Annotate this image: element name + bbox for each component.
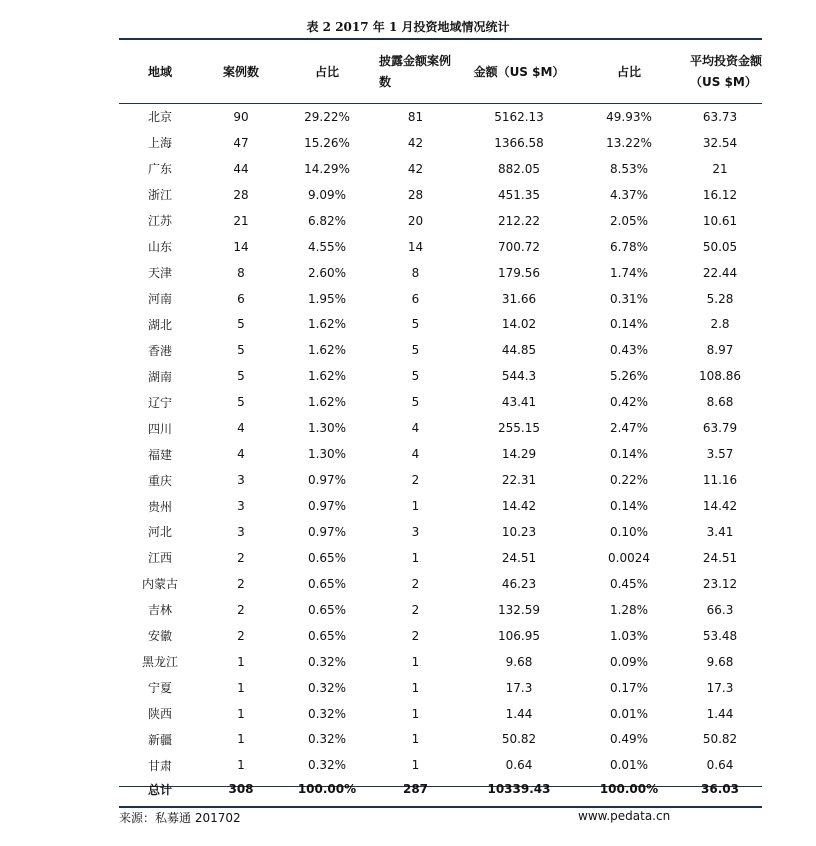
cell-amount: 24.51 [501, 550, 537, 565]
cell-case-count: 5 [237, 343, 245, 358]
cell-average-amount: 24.51 [702, 550, 738, 565]
cell-disclosed-count: 5 [411, 369, 420, 384]
cell-amount-share: 0.17% [609, 680, 649, 695]
table-row [119, 156, 762, 182]
cell-disclosed-count: 1 [411, 499, 420, 514]
cell-average-amount: 53.48 [702, 628, 738, 643]
cell-amount-share: 13.22% [606, 135, 652, 150]
cell-region: 江苏 [147, 214, 172, 229]
cell-disclosed-count: 1 [411, 654, 420, 669]
header-case-share: 占比 [314, 64, 339, 79]
cell-average-amount: 3.41 [706, 524, 734, 539]
table-body [119, 104, 762, 778]
cell-average-amount: 63.73 [702, 109, 738, 124]
cell-region: 贵州 [147, 499, 172, 514]
cell-amount-share: 2.05% [609, 213, 649, 228]
cell-disclosed-count: 1 [411, 550, 420, 565]
cell-amount-share: 4.37% [609, 187, 649, 202]
cell-case-share: 6.82% [307, 213, 347, 228]
cell-case-count: 1 [237, 706, 245, 721]
cell-average-amount: 9.68 [706, 654, 734, 669]
cell-average-amount: 66.3 [706, 602, 734, 617]
table-row [119, 208, 762, 234]
cell-case-share: 1.62% [307, 343, 347, 358]
table-row [119, 441, 762, 467]
cell-case-count: 5 [237, 395, 245, 410]
cell-disclosed-count: 6 [411, 291, 420, 306]
cell-case-share: 4.55% [307, 239, 347, 254]
table-row [119, 493, 762, 519]
total-disclosed-count: 287 [402, 782, 429, 797]
cell-amount: 212.22 [498, 213, 540, 228]
cell-average-amount: 50.82 [702, 732, 738, 747]
cell-case-count: 47 [233, 135, 249, 150]
cell-average-amount: 1.44 [706, 706, 734, 721]
table-row [119, 597, 762, 623]
header-case-count: 案例数 [222, 64, 259, 79]
cell-region: 吉林 [147, 603, 172, 618]
cell-average-amount: 32.54 [702, 135, 738, 150]
table-row [119, 727, 762, 753]
cell-average-amount: 5.28 [706, 291, 734, 306]
cell-region: 四川 [147, 421, 172, 436]
cell-case-count: 1 [237, 680, 245, 695]
cell-average-amount: 22.44 [702, 265, 738, 280]
cell-amount-share: 0.31% [609, 291, 649, 306]
cell-amount: 179.56 [498, 265, 540, 280]
cell-region: 香港 [147, 343, 172, 358]
cell-disclosed-count: 2 [411, 628, 420, 643]
cell-case-share: 0.32% [307, 758, 347, 773]
cell-region: 广东 [147, 162, 172, 177]
cell-case-count: 8 [237, 265, 245, 280]
table-caption: 表 2 2017 年 1 月投资地域情况统计 [306, 20, 510, 34]
cell-disclosed-count: 1 [411, 758, 420, 773]
cell-average-amount: 3.57 [706, 447, 734, 462]
cell-disclosed-count: 81 [407, 109, 424, 124]
header-disclosed-count: 披露金额案例数 [379, 54, 452, 89]
cell-amount: 14.29 [501, 447, 537, 462]
cell-amount: 132.59 [498, 602, 540, 617]
cell-case-share: 0.32% [307, 654, 347, 669]
cell-case-count: 4 [237, 447, 245, 462]
cell-amount: 700.72 [498, 239, 540, 254]
cell-case-count: 3 [237, 524, 245, 539]
cell-region: 江西 [147, 551, 172, 566]
cell-amount: 1366.58 [494, 135, 544, 150]
cell-case-count: 28 [233, 187, 249, 202]
header-amount-share: 占比 [616, 64, 641, 79]
cell-amount-share: 6.78% [609, 239, 649, 254]
cell-disclosed-count: 8 [411, 265, 420, 280]
cell-case-share: 1.95% [307, 291, 347, 306]
cell-amount-share: 0.01% [609, 758, 649, 773]
total-case-count: 308 [228, 782, 254, 797]
cell-case-share: 0.97% [307, 473, 347, 488]
cell-disclosed-count: 28 [407, 187, 424, 202]
cell-case-count: 21 [233, 213, 249, 228]
cell-amount-share: 0.14% [609, 317, 649, 332]
table-row [119, 571, 762, 597]
cell-case-count: 1 [237, 732, 245, 747]
cell-case-share: 2.60% [307, 265, 347, 280]
cell-case-count: 44 [233, 161, 249, 176]
cell-region: 天津 [147, 266, 172, 281]
cell-region: 湖北 [147, 317, 172, 332]
investment-region-table [119, 40, 762, 800]
cell-case-share: 14.29% [304, 161, 350, 176]
cell-region: 辽宁 [147, 395, 172, 410]
cell-amount-share: 0.0024 [608, 550, 650, 565]
table-row [119, 467, 762, 493]
cell-case-count: 3 [237, 473, 245, 488]
table-total-row [119, 778, 762, 800]
table-row [119, 260, 762, 286]
cell-amount-share: 1.03% [609, 628, 649, 643]
table-row [119, 415, 762, 441]
cell-region: 北京 [147, 110, 172, 125]
cell-region: 福建 [147, 447, 172, 462]
cell-amount-share: 0.14% [609, 447, 649, 462]
cell-case-share: 1.62% [307, 395, 347, 410]
cell-case-share: 9.09% [307, 187, 347, 202]
total-average-amount: 36.03 [701, 782, 739, 797]
total-case-share: 100.00% [297, 782, 357, 797]
header-average-amount: 平均投资金额（US $M） [690, 54, 763, 89]
total-amount-share: 100.00% [599, 782, 659, 797]
total-amount: 10339.43 [487, 782, 551, 797]
cell-case-share: 0.65% [307, 602, 347, 617]
cell-disclosed-count: 14 [407, 239, 424, 254]
cell-region: 新疆 [147, 732, 172, 747]
cell-region: 山东 [147, 240, 172, 255]
cell-region: 重庆 [147, 473, 172, 488]
cell-amount: 14.02 [501, 317, 537, 332]
table-row [119, 701, 762, 727]
cell-region: 浙江 [147, 188, 172, 203]
cell-region: 陕西 [147, 707, 172, 722]
cell-amount: 14.42 [501, 499, 537, 514]
table-row [119, 545, 762, 571]
cell-amount: 9.68 [505, 654, 533, 669]
cell-amount-share: 0.43% [609, 343, 649, 358]
cell-case-count: 2 [237, 576, 245, 591]
cell-amount-share: 0.14% [609, 499, 649, 514]
cell-case-share: 0.32% [307, 680, 347, 695]
cell-amount-share: 8.53% [609, 161, 649, 176]
cell-average-amount: 11.16 [702, 473, 738, 488]
cell-case-count: 14 [233, 239, 249, 254]
cell-case-share: 0.65% [307, 576, 347, 591]
table-row [119, 519, 762, 545]
cell-case-count: 2 [237, 602, 245, 617]
table-row [119, 286, 762, 312]
cell-case-share: 0.32% [307, 706, 347, 721]
table-bottom-rule [119, 806, 762, 808]
cell-case-count: 5 [237, 369, 245, 384]
cell-amount-share: 5.26% [609, 369, 649, 384]
cell-amount: 1.44 [505, 706, 533, 721]
cell-disclosed-count: 4 [411, 421, 420, 436]
cell-amount: 0.64 [505, 758, 533, 773]
cell-average-amount: 0.64 [706, 758, 734, 773]
source-note: 来源：私募通 201702 [119, 811, 241, 825]
table-row [119, 389, 762, 415]
table-row [119, 752, 762, 778]
cell-disclosed-count: 3 [411, 524, 420, 539]
cell-case-count: 6 [237, 291, 245, 306]
table-row [119, 675, 762, 701]
website-note: www.pedata.cn [578, 809, 671, 823]
cell-disclosed-count: 1 [411, 732, 420, 747]
cell-amount: 544.3 [501, 369, 537, 384]
cell-case-count: 2 [237, 550, 245, 565]
cell-amount: 22.31 [501, 473, 537, 488]
cell-disclosed-count: 42 [407, 161, 424, 176]
cell-case-share: 0.32% [307, 732, 347, 747]
cell-case-count: 5 [237, 317, 245, 332]
cell-region: 宁夏 [147, 681, 172, 696]
cell-region: 河北 [147, 525, 172, 540]
cell-region: 甘肃 [147, 758, 172, 773]
cell-average-amount: 10.61 [702, 213, 738, 228]
cell-average-amount: 2.8 [710, 317, 730, 332]
cell-disclosed-count: 2 [411, 576, 420, 591]
cell-amount-share: 1.28% [609, 602, 649, 617]
table-row [119, 234, 762, 260]
cell-case-count: 3 [237, 499, 245, 514]
cell-case-share: 0.97% [307, 499, 347, 514]
table-row [119, 182, 762, 208]
cell-amount: 31.66 [501, 291, 537, 306]
cell-average-amount: 108.86 [699, 369, 741, 384]
cell-amount: 44.85 [501, 343, 537, 358]
table-row [119, 363, 762, 389]
cell-amount: 17.3 [505, 680, 533, 695]
cell-average-amount: 23.12 [702, 576, 738, 591]
cell-average-amount: 8.68 [706, 395, 734, 410]
cell-amount-share: 0.01% [609, 706, 649, 721]
table-header-row [119, 40, 762, 104]
cell-disclosed-count: 2 [411, 602, 420, 617]
cell-disclosed-count: 5 [411, 395, 420, 410]
cell-amount-share: 1.74% [609, 265, 649, 280]
cell-region: 上海 [147, 136, 172, 151]
cell-amount-share: 49.93% [606, 109, 652, 124]
cell-amount-share: 0.49% [609, 732, 649, 747]
cell-amount: 43.41 [501, 395, 537, 410]
cell-disclosed-count: 5 [411, 343, 420, 358]
cell-case-share: 29.22% [304, 109, 350, 124]
cell-case-share: 0.97% [307, 524, 347, 539]
cell-region: 黑龙江 [141, 655, 178, 670]
table-row [119, 312, 762, 338]
cell-case-count: 90 [233, 109, 249, 124]
cell-amount: 451.35 [498, 187, 540, 202]
cell-case-share: 0.65% [307, 550, 347, 565]
cell-case-share: 1.62% [307, 317, 347, 332]
cell-region: 河南 [147, 292, 172, 307]
cell-amount-share: 2.47% [609, 421, 649, 436]
header-amount: 金额（US $M） [473, 64, 565, 79]
cell-case-share: 15.26% [304, 135, 350, 150]
cell-average-amount: 50.05 [702, 239, 738, 254]
cell-average-amount: 63.79 [702, 421, 738, 436]
cell-case-count: 4 [237, 421, 245, 436]
cell-average-amount: 16.12 [702, 187, 738, 202]
total-label: 总计 [147, 782, 172, 797]
cell-case-share: 0.65% [307, 628, 347, 643]
cell-average-amount: 21 [712, 161, 728, 176]
cell-disclosed-count: 4 [411, 447, 420, 462]
cell-amount: 5162.13 [494, 109, 544, 124]
cell-amount-share: 0.09% [609, 654, 649, 669]
cell-average-amount: 17.3 [706, 680, 734, 695]
cell-amount-share: 0.22% [609, 473, 649, 488]
cell-region: 内蒙古 [141, 577, 178, 592]
cell-case-count: 1 [237, 758, 245, 773]
cell-average-amount: 14.42 [702, 499, 738, 514]
cell-case-share: 1.62% [307, 369, 347, 384]
cell-amount-share: 0.42% [609, 395, 649, 410]
cell-disclosed-count: 20 [407, 213, 424, 228]
cell-amount: 10.23 [501, 524, 537, 539]
cell-disclosed-count: 42 [407, 135, 424, 150]
cell-disclosed-count: 5 [411, 317, 420, 332]
table-row [119, 130, 762, 156]
cell-disclosed-count: 2 [411, 473, 420, 488]
table-row [119, 623, 762, 649]
table-row [119, 649, 762, 675]
cell-amount: 106.95 [498, 628, 540, 643]
cell-case-share: 1.30% [307, 447, 347, 462]
cell-case-share: 1.30% [307, 421, 347, 436]
cell-amount-share: 0.10% [609, 524, 649, 539]
table-row [119, 104, 762, 130]
cell-region: 安徽 [147, 629, 172, 644]
header-region: 地域 [147, 64, 172, 79]
cell-amount: 255.15 [498, 421, 540, 436]
table-row [119, 337, 762, 363]
cell-amount: 882.05 [498, 161, 540, 176]
cell-average-amount: 8.97 [706, 343, 734, 358]
cell-disclosed-count: 1 [411, 706, 420, 721]
cell-amount: 46.23 [501, 576, 537, 591]
cell-amount-share: 0.45% [609, 576, 649, 591]
cell-disclosed-count: 1 [411, 680, 420, 695]
cell-amount: 50.82 [501, 732, 537, 747]
cell-region: 湖南 [147, 369, 172, 384]
cell-case-count: 2 [237, 628, 245, 643]
cell-case-count: 1 [237, 654, 245, 669]
